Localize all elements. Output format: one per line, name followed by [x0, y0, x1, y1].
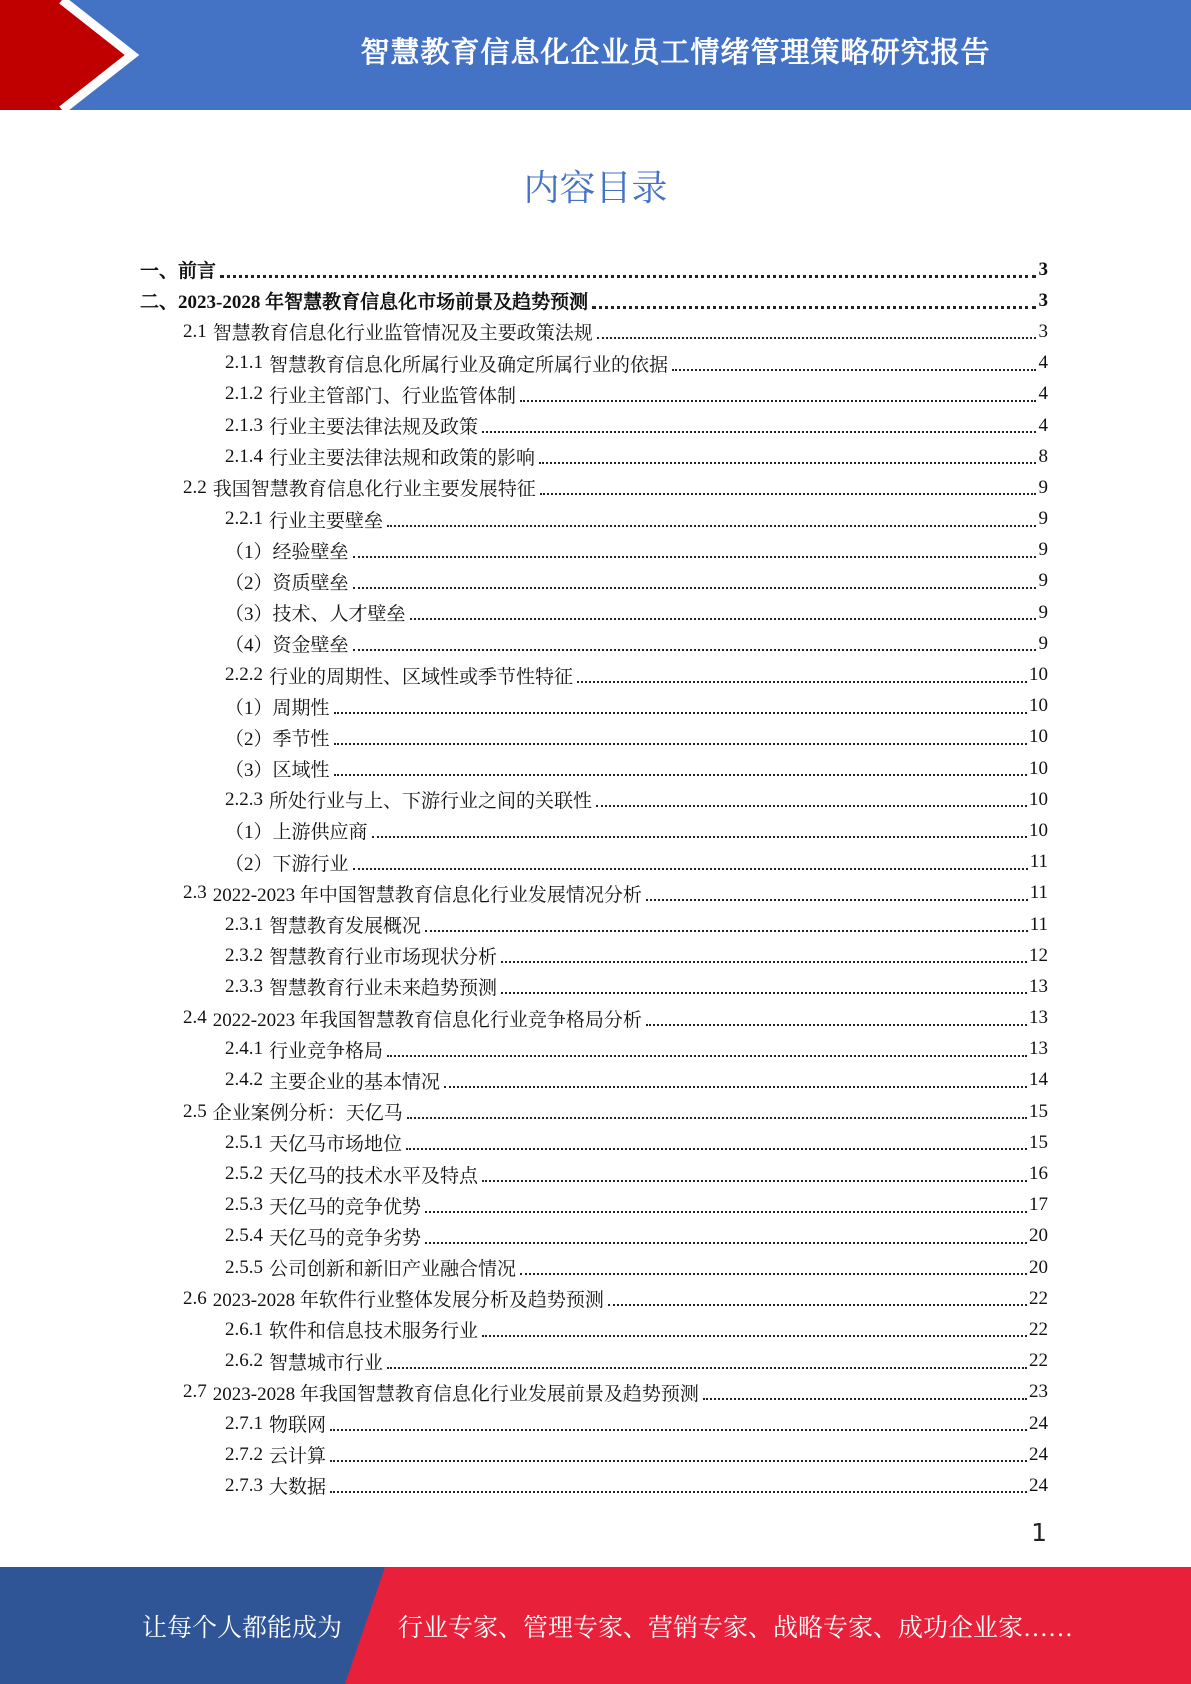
toc-entry[interactable] — [140, 1377, 1048, 1408]
toc-entry[interactable] — [140, 1346, 1048, 1377]
toc-entry-title: 智慧教育发展概况 — [269, 916, 422, 938]
toc-entry-number: 2.1.4 — [225, 445, 263, 467]
toc-entry-page: 24 — [1029, 1412, 1048, 1434]
toc-entry[interactable] — [140, 753, 1048, 784]
toc-dot-leader — [703, 1397, 1027, 1400]
toc-entry-number: （2） — [225, 853, 273, 875]
toc-dot-leader — [334, 711, 1027, 714]
toc-entry[interactable] — [140, 1439, 1048, 1470]
toc-entry-title: 资质壁垒 — [272, 572, 349, 594]
toc-entry[interactable] — [140, 1221, 1048, 1252]
toc-title: 内容目录 — [523, 168, 668, 209]
toc-entry-page: 22 — [1029, 1318, 1048, 1340]
toc-entry[interactable] — [140, 1034, 1048, 1065]
toc-entry[interactable] — [140, 971, 1048, 1002]
toc-entry-number: 2.3.3 — [225, 975, 263, 997]
toc-entry-page: 16 — [1029, 1163, 1048, 1185]
toc-entry-title: 2023-2028 年我国智慧教育信息化行业发展前景及趋势预测 — [212, 1383, 699, 1405]
toc-entry-title: 季节性 — [272, 728, 330, 750]
toc-entry-page: 20 — [1029, 1225, 1048, 1247]
footer-slogan-left: 让每个人都能成为 — [142, 1614, 343, 1642]
toc-entry[interactable] — [140, 1003, 1048, 1034]
toc-entry-title: 智慧教育信息化行业监管情况及主要政策法规 — [212, 323, 593, 345]
toc-dot-leader — [387, 1054, 1027, 1057]
toc-entry-title: 云计算 — [269, 1446, 327, 1468]
toc-entry-page: 9 — [1038, 570, 1048, 592]
toc-entry[interactable] — [140, 940, 1048, 971]
toc-entry-title: 2023-2028 年软件行业整体发展分析及趋势预测 — [212, 1290, 604, 1312]
toc-dot-leader — [330, 1490, 1027, 1493]
toc-dot-leader — [520, 399, 1036, 402]
toc-entry-page: 10 — [1029, 788, 1048, 810]
toc-entry-number: （2） — [225, 572, 273, 594]
toc-entry[interactable] — [140, 1127, 1048, 1158]
toc-entry-title: 公司创新和新旧产业融合情况 — [269, 1259, 517, 1281]
toc-entry-page: 24 — [1029, 1474, 1048, 1496]
toc-entry-page: 13 — [1029, 975, 1048, 997]
toc-entry-page: 9 — [1038, 632, 1048, 654]
toc-entry-number: 2.2.2 — [225, 664, 263, 686]
toc-entry-number: 2.2.3 — [225, 788, 263, 810]
toc-entry-number: 2.7.1 — [225, 1412, 263, 1434]
toc-entry-title: 资金壁垒 — [272, 635, 349, 657]
toc-dot-leader — [596, 804, 1027, 807]
toc-entry[interactable] — [140, 504, 1048, 535]
toc-entry-title: 前言 — [178, 261, 217, 283]
toc-entry-title: 所处行业与上、下游行业之间的关联性 — [269, 791, 593, 813]
toc-entry-title: 技术、人才壁垒 — [272, 604, 406, 626]
toc-entry-title: 下游行业 — [272, 853, 349, 875]
toc-entry[interactable] — [140, 784, 1048, 815]
toc-dot-leader — [608, 1303, 1027, 1306]
toc-dot-leader — [387, 524, 1036, 527]
toc-entry-number: 2.1.2 — [225, 383, 263, 405]
toc-entry[interactable] — [140, 379, 1048, 410]
toc-entry-number: 2.1.1 — [225, 352, 263, 374]
toc-entry-page: 9 — [1038, 539, 1048, 561]
toc-dot-leader — [330, 1459, 1027, 1462]
toc-entry-number: （4） — [225, 635, 273, 657]
toc-entry-number: 2.1 — [183, 320, 207, 342]
toc-entry-number: 2.5.3 — [225, 1194, 263, 1216]
toc-entry-number: 2.3.2 — [225, 944, 263, 966]
toc-dot-leader — [539, 461, 1036, 464]
toc-entry-title: 2022-2023 年中国智慧教育信息化行业发展情况分析 — [212, 884, 642, 906]
toc-entry[interactable] — [140, 1252, 1048, 1283]
toc-dot-leader — [672, 368, 1036, 371]
toc-entry-page: 3 — [1038, 320, 1048, 342]
toc-entry-number: 2.6.2 — [225, 1350, 263, 1372]
toc-entry-page: 14 — [1029, 1069, 1048, 1091]
toc-dot-leader — [330, 1428, 1027, 1431]
toc-entry-number: 2.7.2 — [225, 1443, 263, 1465]
toc-entry-title: 主要企业的基本情况 — [269, 1071, 441, 1093]
toc-entry-number: 2.2 — [183, 476, 207, 498]
toc-entry-title: 智慧教育行业市场现状分析 — [269, 947, 498, 969]
toc-dot-leader — [597, 336, 1036, 339]
toc-entry-page: 10 — [1029, 664, 1048, 686]
toc-entry-page: 13 — [1029, 1007, 1048, 1029]
toc-dot-leader — [334, 773, 1027, 776]
toc-entry-number: （3） — [225, 604, 273, 626]
toc-entry[interactable] — [140, 1314, 1048, 1345]
toc-dot-leader — [387, 1366, 1027, 1369]
toc-entry-number: 2.4.1 — [225, 1038, 263, 1060]
toc-entry[interactable] — [140, 1065, 1048, 1096]
toc-entry-title: 智慧城市行业 — [269, 1352, 384, 1374]
toc-entry-title: 天亿马的技术水平及特点 — [269, 1165, 479, 1187]
toc-entry-title: 行业主要壁垒 — [269, 510, 384, 532]
toc-dot-leader — [444, 1085, 1027, 1088]
toc-dot-leader — [425, 1210, 1027, 1213]
toc-entry-title: 企业案例分析：天亿马 — [212, 1103, 403, 1125]
toc-entry[interactable] — [140, 285, 1048, 316]
toc-dot-leader — [353, 867, 1028, 870]
toc-entry-title: 我国智慧教育信息化行业主要发展特征 — [212, 479, 536, 501]
toc-entry-page: 15 — [1029, 1131, 1048, 1153]
toc-entry-title: 上游供应商 — [272, 822, 368, 844]
toc-dot-leader — [577, 680, 1027, 683]
toc-entry[interactable] — [140, 847, 1048, 878]
toc-entry[interactable] — [140, 441, 1048, 472]
toc-entry-number: 2.2.1 — [225, 508, 263, 530]
toc-entry-title: 行业主要法律法规及政策 — [269, 417, 479, 439]
toc-entry[interactable] — [140, 1096, 1048, 1127]
toc-entry-title: 天亿马市场地位 — [269, 1134, 403, 1156]
toc-entry-page: 11 — [1029, 882, 1048, 904]
toc-entry[interactable] — [140, 1408, 1048, 1439]
toc-entry-page: 17 — [1029, 1194, 1048, 1216]
toc-entry-title: 软件和信息技术服务行业 — [269, 1321, 479, 1343]
toc-entry-number: 2.4.2 — [225, 1069, 263, 1091]
toc-entry[interactable] — [140, 597, 1048, 628]
toc-entry-number: （3） — [225, 760, 273, 782]
toc-entry-number: 一、 — [140, 261, 179, 283]
toc-dot-leader — [646, 898, 1028, 901]
toc-entry[interactable] — [140, 659, 1048, 690]
toc-dot-leader — [540, 492, 1036, 495]
toc-entry-number: 2.1.3 — [225, 414, 263, 436]
toc-entry-title: 行业主要法律法规和政策的影响 — [269, 448, 536, 470]
toc-entry-page: 22 — [1029, 1287, 1048, 1309]
toc-dot-leader — [353, 648, 1036, 651]
toc-dot-leader — [353, 555, 1036, 558]
toc-entry-page: 20 — [1029, 1256, 1048, 1278]
toc-entry-page: 22 — [1029, 1350, 1048, 1372]
toc-dot-leader — [482, 1179, 1027, 1182]
toc-entry-number: 2.5.5 — [225, 1256, 263, 1278]
toc-entry[interactable] — [140, 691, 1048, 722]
toc-entry-title: 行业主管部门、行业监管体制 — [269, 385, 517, 407]
toc-entry-page: 10 — [1029, 726, 1048, 748]
toc-entry[interactable] — [140, 909, 1048, 940]
toc-entry-page: 11 — [1029, 913, 1048, 935]
toc-dot-leader — [520, 1272, 1027, 1275]
toc-entry-title: 天亿马的竞争劣势 — [269, 1227, 422, 1249]
toc-entry-page: 4 — [1038, 414, 1048, 436]
table-of-contents — [140, 254, 1048, 1502]
toc-dot-leader — [501, 991, 1027, 994]
toc-entry-number: 2.3.1 — [225, 913, 263, 935]
toc-entry-page: 4 — [1038, 352, 1048, 374]
toc-entry-page: 24 — [1029, 1443, 1048, 1465]
toc-entry-title: 物联网 — [269, 1415, 327, 1437]
chevron-arrow-icon — [0, 0, 160, 110]
toc-entry-title: 2023-2028 年智慧教育信息化市场前景及趋势预测 — [178, 292, 589, 314]
toc-entry[interactable] — [140, 1283, 1048, 1314]
toc-entry-title: 经验壁垒 — [272, 541, 349, 563]
toc-dot-leader — [334, 742, 1027, 745]
toc-entry-number: （1） — [225, 822, 273, 844]
toc-entry-number: 2.7.3 — [225, 1474, 263, 1496]
toc-entry-number: 2.4 — [183, 1007, 207, 1029]
page-number: 1 — [1031, 1518, 1047, 1547]
toc-entry-title: 天亿马的竞争优势 — [269, 1196, 422, 1218]
toc-dot-leader — [425, 1241, 1027, 1244]
page-footer — [0, 1567, 1191, 1684]
toc-dot-leader — [407, 1116, 1027, 1119]
toc-entry[interactable] — [140, 628, 1048, 659]
toc-entry-page: 10 — [1029, 757, 1048, 779]
toc-entry-page: 10 — [1029, 819, 1048, 841]
toc-entry-page: 10 — [1029, 695, 1048, 717]
toc-entry[interactable] — [140, 410, 1048, 441]
toc-entry-page: 15 — [1029, 1100, 1048, 1122]
toc-entry-page: 9 — [1038, 476, 1048, 498]
toc-entry-number: （2） — [225, 728, 273, 750]
toc-dot-leader — [220, 274, 1036, 278]
toc-entry-page: 12 — [1029, 944, 1048, 966]
toc-entry-title: 行业的周期性、区域性或季节性特征 — [269, 666, 574, 688]
toc-entry-page: 13 — [1029, 1038, 1048, 1060]
toc-entry[interactable] — [140, 1158, 1048, 1189]
toc-entry-page: 23 — [1029, 1381, 1048, 1403]
toc-dot-leader — [592, 305, 1036, 309]
toc-entry-title: 大数据 — [269, 1477, 327, 1499]
toc-dot-leader — [482, 430, 1036, 433]
toc-entry-title: 2022-2023 年我国智慧教育信息化行业竞争格局分析 — [212, 1009, 642, 1031]
toc-entry-number: 2.5.2 — [225, 1163, 263, 1185]
toc-dot-leader — [425, 929, 1028, 932]
toc-entry-page: 3 — [1038, 258, 1048, 280]
toc-entry[interactable] — [140, 878, 1048, 909]
toc-entry[interactable] — [140, 316, 1048, 347]
toc-entry[interactable] — [140, 815, 1048, 846]
toc-entry[interactable] — [140, 535, 1048, 566]
toc-entry[interactable] — [140, 566, 1048, 597]
report-title: 智慧教育信息化企业员工情绪管理策略研究报告 — [360, 34, 991, 69]
toc-entry-number: 2.6 — [183, 1287, 207, 1309]
toc-dot-leader — [406, 1147, 1027, 1150]
toc-entry[interactable] — [140, 254, 1048, 285]
toc-entry-page: 9 — [1038, 508, 1048, 530]
toc-entry[interactable] — [140, 472, 1048, 503]
page-header — [0, 0, 1191, 110]
toc-entry-title: 智慧教育行业未来趋势预测 — [269, 978, 498, 1000]
toc-entry-number: 2.7 — [183, 1381, 207, 1403]
toc-dot-leader — [501, 960, 1027, 963]
toc-entry-title: 智慧教育信息化所属行业及确定所属行业的依据 — [269, 354, 669, 376]
toc-entry-page: 4 — [1038, 383, 1048, 405]
toc-entry-title: 周期性 — [272, 697, 330, 719]
toc-entry[interactable] — [140, 722, 1048, 753]
toc-entry-page: 8 — [1038, 445, 1048, 467]
toc-entry-page: 11 — [1029, 851, 1048, 873]
toc-dot-leader — [372, 835, 1027, 838]
toc-dot-leader — [646, 1023, 1027, 1026]
toc-entry[interactable] — [140, 348, 1048, 379]
toc-entry-title: 区域性 — [272, 760, 330, 782]
toc-entry-number: （1） — [225, 541, 273, 563]
toc-dot-leader — [482, 1334, 1027, 1337]
toc-entry-page: 3 — [1038, 289, 1048, 311]
toc-entry-number: 2.3 — [183, 882, 207, 904]
toc-entry-page: 9 — [1038, 601, 1048, 623]
toc-entry-number: 2.5.1 — [225, 1131, 263, 1153]
toc-dot-leader — [353, 586, 1036, 589]
toc-entry-number: （1） — [225, 697, 273, 719]
toc-entry-number: 2.5 — [183, 1100, 207, 1122]
toc-entry-number: 二、 — [140, 292, 179, 314]
toc-entry-number: 2.6.1 — [225, 1318, 263, 1340]
toc-entry[interactable] — [140, 1190, 1048, 1221]
toc-dot-leader — [410, 617, 1036, 620]
footer-slogan-right: 行业专家、管理专家、营销专家、战略专家、成功企业家…… — [398, 1614, 1074, 1642]
toc-entry-number: 2.5.4 — [225, 1225, 263, 1247]
toc-entry[interactable] — [140, 1470, 1048, 1501]
toc-entry-title: 行业竞争格局 — [269, 1040, 384, 1062]
